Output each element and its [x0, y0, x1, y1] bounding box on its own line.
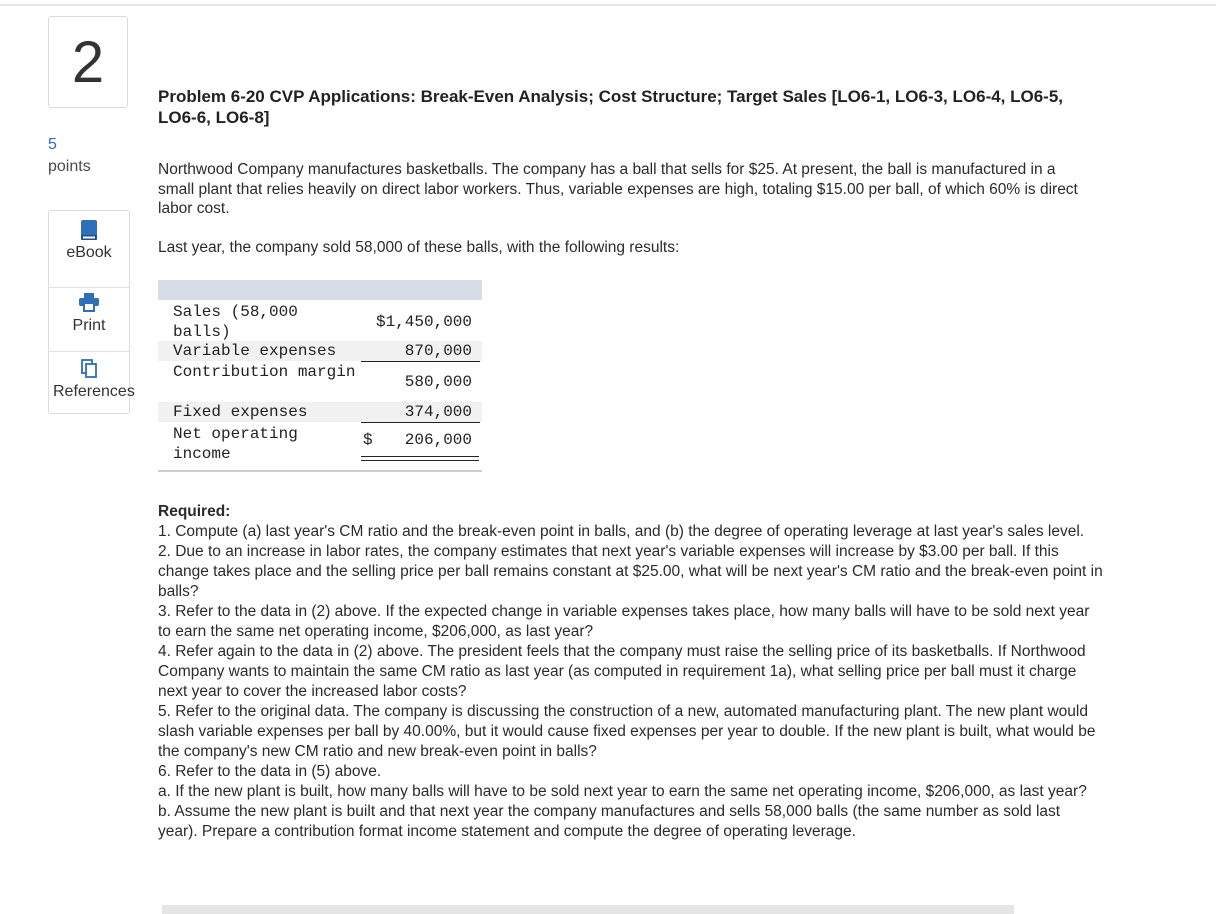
copy-documents-icon [49, 358, 129, 380]
statement-row-fixed-expenses [158, 402, 482, 422]
row-label: Net operating income [173, 425, 298, 463]
statement-footer-bar [158, 470, 482, 472]
ebook-label: eBook [66, 244, 112, 261]
print-button[interactable] [49, 287, 129, 335]
row-label: Contribution margin [173, 363, 356, 381]
requirement-2: 2. Due to an increase in labor rates, the company estimates that next year's variable expenses will increase by $3.00 per ball. If this change takes place and the selling price per ball remains constant at $25.00, what will be next year's CM ratio and the break-even point in balls? [158, 543, 1103, 600]
row-value: $1,450,000 [375, 313, 472, 331]
problem-intro: Northwood Company manufactures basketballs. The company has a ball that sells for $25. At present, the ball is manufactured in a small plant that relies heavily on direct labor workers. Thus, variable expenses are high, totaling $15.00 per ball, of which 60% is direct labor cost. [158, 161, 1078, 217]
requirement-6: 6. Refer to the data in (5) above. [158, 763, 382, 780]
row-currency: $ [363, 431, 373, 449]
row-value: 870,000 [361, 341, 480, 362]
ebook-button[interactable] [49, 219, 129, 262]
row-label: Variable expenses [173, 342, 337, 360]
problem-title: Problem 6-20 CVP Applications: Break-Even Analysis; Cost Structure; Target Sales [LO6-1, LO6-3, LO6-4, LO6-5, LO6-6, LO6-8] [158, 87, 1064, 127]
double-underline [361, 456, 479, 461]
tools-panel [48, 210, 135, 414]
income-statement [158, 280, 482, 474]
statement-row-sales [158, 302, 482, 342]
references-button[interactable] [49, 351, 135, 401]
row-value: 580,000 [404, 373, 472, 391]
printer-icon [49, 292, 129, 314]
statement-row-contribution-margin [158, 362, 482, 402]
question-number: 2 [48, 16, 128, 108]
requirement-3: 3. Refer to the data in (2) above. If the expected change in variable expenses takes place, how many balls will have to be sold next year to earn the same net operating income, $206,000, as last year? [158, 603, 1090, 640]
points-label: points [48, 158, 91, 175]
statement-row-variable-expenses [158, 341, 482, 361]
print-label: Print [72, 317, 106, 334]
top-divider [0, 4, 1216, 6]
required-section [158, 502, 1103, 842]
points-value: 5 [48, 136, 57, 153]
requirement-5: 5. Refer to the original data. The company is discussing the construction of a new, automated manufacturing plant. The new plant would slash variable expenses per ball by 40.00%, but it would cause fixed expenses per year to double. If the new plant is built, what would be the company's new CM ratio and new break-even point in balls? [158, 703, 1096, 760]
answer-area-top-bar [162, 905, 1014, 914]
results-lead: Last year, the company sold 58,000 of these balls, with the following results: [158, 239, 680, 256]
row-label: Fixed expenses [173, 403, 308, 421]
references-label: References [53, 383, 135, 400]
requirement-4: 4. Refer again to the data in (2) above. The president feels that the company must raise the selling price of its basketballs. If Northwood Company wants to maintain the same CM ratio as last year (as computed in requirement 1a), what selling price per ball must it charge next year to cover the increased labor costs? [158, 643, 1086, 700]
row-value: 374,000 [361, 402, 480, 423]
statement-header-bar [158, 280, 482, 300]
required-heading: Required: [158, 503, 231, 520]
requirement-1: 1. Compute (a) last year's CM ratio and the break-even point in balls, and (b) the degree of operating leverage at last year's sales level. [158, 523, 1085, 540]
row-value: 206,000 [404, 431, 472, 449]
requirement-6b: b. Assume the new plant is built and that next year the company manufactures and sells 58,000 balls (the same number as sold last year). Prepare a contribution format income statement and compute the degree of operating leverage. [158, 803, 1061, 840]
requirement-6a: a. If the new plant is built, how many balls will have to be sold next year to earn the same net operating income, $206,000, as last year? [158, 783, 1087, 800]
book-icon [49, 219, 129, 241]
row-label: Sales (58,000 balls) [173, 303, 298, 341]
